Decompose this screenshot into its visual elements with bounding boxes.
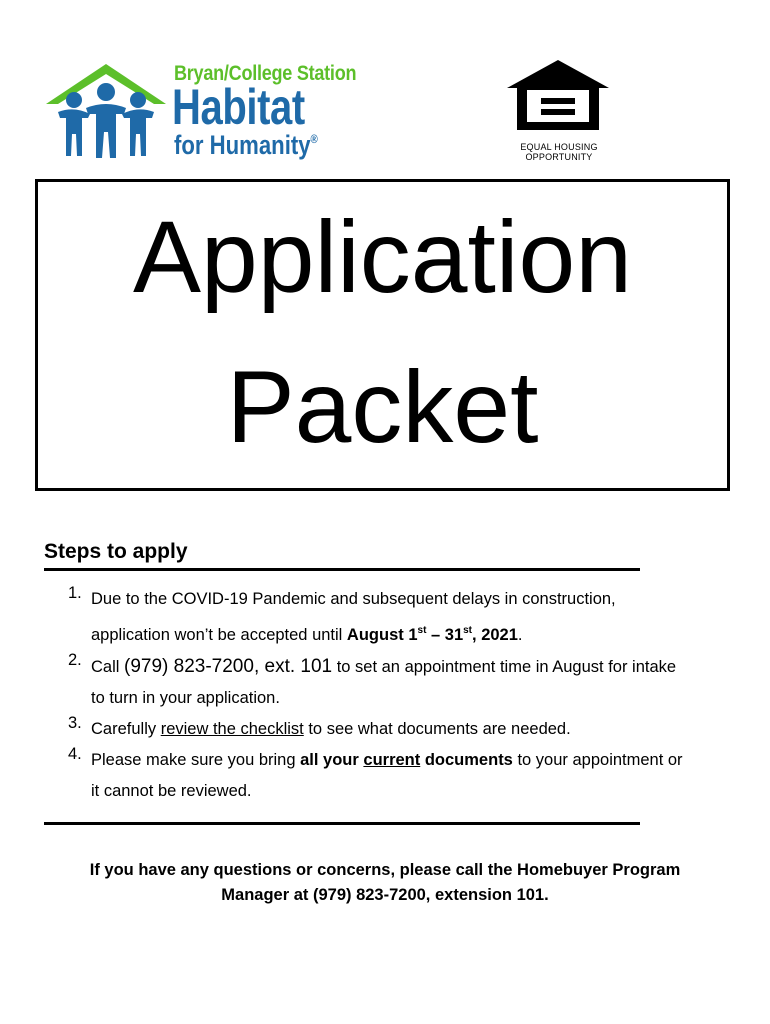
step-number: 3. <box>68 714 82 732</box>
step-number: 1. <box>68 584 82 602</box>
divider-top <box>44 568 640 571</box>
steps-heading: Steps to apply <box>44 540 188 563</box>
step-item: 1. Due to the COVID-19 Pandemic and subsequent delays in construction, application won’t be accepted until August 1st – 31st, 2021. <box>68 584 616 644</box>
equal-housing-logo <box>498 56 618 168</box>
step-item: 2. Call (979) 823-7200, ext. 101 to set an appointment time in August for intake to turn in your application. <box>68 651 677 707</box>
logo-habitat-text: Habitat <box>172 79 305 135</box>
title-line-packet: Packet <box>226 350 539 464</box>
contact-note: If you have any questions or concerns, please call the Homebuyer Program Manager at (979) 823-7200, extension 101. <box>89 861 681 904</box>
equal-housing-text: EQUAL HOUSING OPPORTUNITY <box>520 142 598 162</box>
habitat-logo <box>44 58 384 168</box>
registered-mark: ® <box>310 132 318 146</box>
logo-for-humanity-text: for Humanity® <box>174 130 318 160</box>
step-number: 4. <box>68 745 82 763</box>
title-box <box>35 179 730 491</box>
step-item: 3. Carefully review the checklist to see what documents are needed. <box>68 714 571 738</box>
divider-bottom <box>44 822 640 825</box>
title-line-application: Application <box>133 200 632 314</box>
step-item: 4. Please make sure you bring all your current documents to your appointment or it cannot be reviewed. <box>68 745 683 800</box>
review-checklist-link[interactable]: review the checklist <box>160 720 304 738</box>
phone-number: (979) 823-7200, ext. 101 <box>124 656 333 677</box>
habitat-house-people-icon <box>44 58 169 166</box>
steps-list <box>68 584 738 807</box>
logo-location-text: Bryan/College Station <box>174 62 357 85</box>
step-number: 2. <box>68 651 82 669</box>
current-emphasis: current <box>363 751 421 769</box>
equal-housing-house-icon <box>503 56 613 136</box>
